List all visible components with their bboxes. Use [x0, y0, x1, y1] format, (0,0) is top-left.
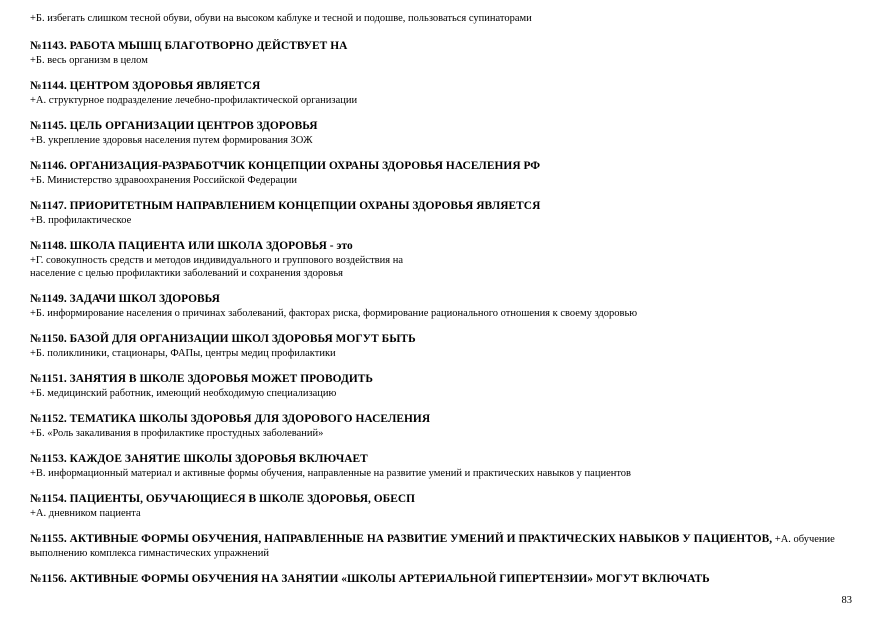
- answer-inline: +А. обучение: [772, 534, 835, 545]
- answer-line: +Б. «Роль закаливания в профилактике простудных заболеваний»: [30, 428, 324, 439]
- question-heading: №1150. БАЗОЙ ДЛЯ ОРГАНИЗАЦИИ ШКОЛ ЗДОРОВЬЯ МОГУТ БЫТЬ: [30, 333, 416, 345]
- question-heading: №1149. ЗАДАЧИ ШКОЛ ЗДОРОВЬЯ: [30, 293, 220, 305]
- answer-line: +Б. избегать слишком тесной обуви, обуви на высоком каблуке и тесной и подошве, пользоваться супинаторами: [30, 13, 532, 24]
- question-heading: №1148. ШКОЛА ПАЦИЕНТА ИЛИ ШКОЛА ЗДОРОВЬЯ - это: [30, 240, 353, 252]
- answer-line: +А. дневником пациента: [30, 508, 141, 519]
- question-heading: №1154. ПАЦИЕНТЫ, ОБУЧАЮЩИЕСЯ В ШКОЛЕ ЗДОРОВЬЯ, ОБЕСП: [30, 493, 416, 505]
- answer-line: +Б. весь организм в целом: [30, 55, 148, 66]
- question-heading: №1147. ПРИОРИТЕТНЫМ НАПРАВЛЕНИЕМ КОНЦЕПЦИИ ОХРАНЫ ЗДОРОВЬЯ ЯВЛЯЕТСЯ: [30, 200, 541, 212]
- question-with-inline-answer: [30, 533, 835, 546]
- answer-line-continuation: выполнению комплекса гимнастических упражнений: [30, 548, 270, 559]
- answer-line: +Б. поликлиники, стационары, ФАПы, центры медиц профилактики: [30, 348, 336, 359]
- question-heading: №1151. ЗАНЯТИЯ В ШКОЛЕ ЗДОРОВЬЯ МОЖЕТ ПРОВОДИТЬ: [30, 373, 373, 385]
- answer-line: +Б. Министерство здравоохранения Российской Федерации: [30, 175, 297, 186]
- answer-line-continuation: население с целью профилактики заболеваний и сохранения здоровья: [30, 268, 343, 279]
- answer-line: +В. профилактическое: [30, 215, 132, 226]
- answer-line: +А. структурное подразделение лечебно-профилактической организации: [30, 95, 358, 106]
- question-heading: №1153. КАЖДОЕ ЗАНЯТИЕ ШКОЛЫ ЗДОРОВЬЯ ВКЛЮЧАЕТ: [30, 453, 368, 465]
- answer-line: +В. укрепление здоровья населения путем формирования ЗОЖ: [30, 135, 313, 146]
- answer-line: +В. информационный материал и активные формы обучения, направленные на развитие умений и практических навыков у пациентов: [30, 468, 632, 479]
- page-number: 83: [841, 595, 852, 606]
- question-heading: №1155. АКТИВНЫЕ ФОРМЫ ОБУЧЕНИЯ, НАПРАВЛЕННЫЕ НА РАЗВИТИЕ УМЕНИЙ И ПРАКТИЧЕСКИХ НАВЫКОВ У ПАЦИЕНТОВ,: [30, 533, 773, 545]
- question-heading: №1144. ЦЕНТРОМ ЗДОРОВЬЯ ЯВЛЯЕТСЯ: [30, 80, 261, 92]
- answer-line: +Г. совокупность средств и методов индивидуального и группового воздействия на: [30, 255, 403, 266]
- question-heading: №1156. АКТИВНЫЕ ФОРМЫ ОБУЧЕНИЯ НА ЗАНЯТИИ «ШКОЛЫ АРТЕРИАЛЬНОЙ ГИПЕРТЕНЗИИ» МОГУТ ВКЛЮЧАТЬ: [30, 573, 710, 585]
- answer-line: +Б. медицинский работник, имеющий необходимую специализацию: [30, 388, 337, 399]
- question-heading: №1143. РАБОТА МЫШЦ БЛАГОТВОРНО ДЕЙСТВУЕТ НА: [30, 40, 348, 52]
- question-heading: №1152. ТЕМАТИКА ШКОЛЫ ЗДОРОВЬЯ ДЛЯ ЗДОРОВОГО НАСЕЛЕНИЯ: [30, 413, 431, 425]
- answer-line: +Б. информирование населения о причинах заболеваний, факторах риска, формирование рационального отношения к своему здоровью: [30, 308, 638, 319]
- question-heading: №1145. ЦЕЛЬ ОРГАНИЗАЦИИ ЦЕНТРОВ ЗДОРОВЬЯ: [30, 120, 318, 132]
- question-heading: №1146. ОРГАНИЗАЦИЯ-РАЗРАБОТЧИК КОНЦЕПЦИИ ОХРАНЫ ЗДОРОВЬЯ НАСЕЛЕНИЯ РФ: [30, 160, 541, 172]
